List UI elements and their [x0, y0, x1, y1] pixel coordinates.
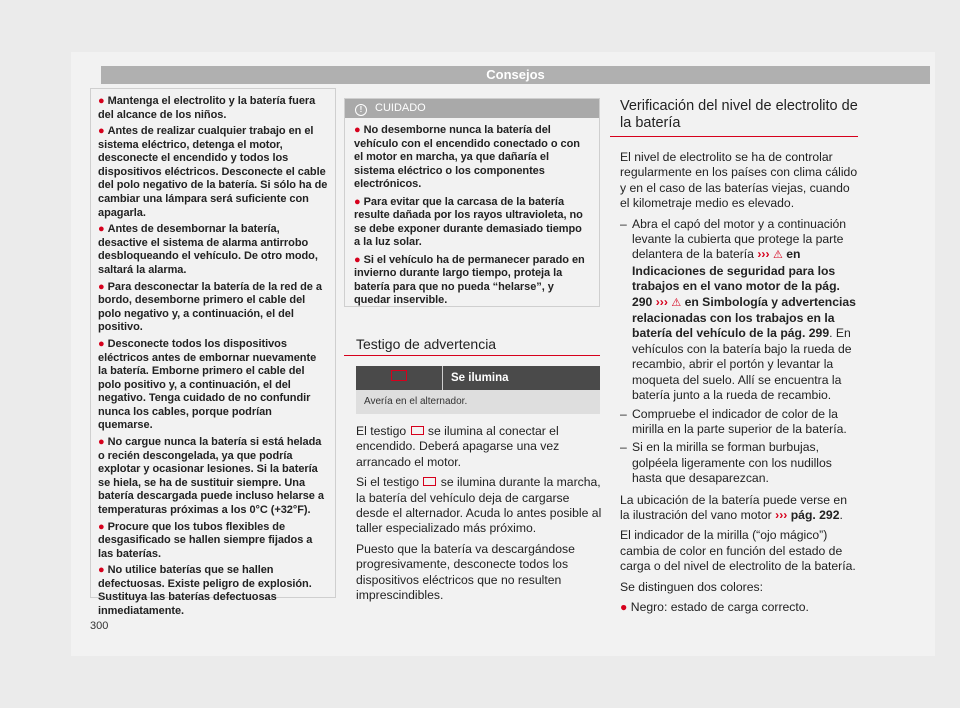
- list-item-text: Procure que los tubos flexibles de desgasificado se hallen siempre fijados a las baterías.: [98, 520, 313, 560]
- dash-marker: –: [620, 406, 627, 421]
- list-item: [354, 124, 589, 192]
- cross-reference-link[interactable]: pág. 292: [790, 507, 840, 522]
- list-item: [98, 95, 328, 122]
- text: El testigo: [356, 424, 407, 438]
- verificacion-text: [620, 150, 858, 620]
- bullet-dot-icon: ●: [98, 338, 105, 351]
- text: Si en la mirilla se forman burbujas, golpéela ligeramente con los nudillos hasta que desaparezcan.: [632, 440, 832, 486]
- list-item-text: Para evitar que la carcasa de la batería resulte dañada por los rayos ultravioleta, no se debe exponer durante demasiado tiempo a la luz solar.: [354, 195, 583, 249]
- info-icon: !: [355, 104, 367, 116]
- list-item: [354, 254, 589, 308]
- text: Compruebe el indicador de color de la mirilla en la parte superior de la batería.: [632, 406, 847, 436]
- verificacion-ubicacion: La ubicación de la batería puede verse en la ilustración del vano motor ››› pág. 292.: [620, 492, 847, 522]
- caution-header: [345, 99, 599, 118]
- verificacion-intro: El nivel de electrolito se ha de controlar regularmente en los países con clima cálido y en el caso de las baterías viejas, cuando el kilometraje medio es elevado.: [620, 150, 858, 211]
- testigo-paragraph-1: [356, 424, 602, 470]
- text: Negro: estado de carga correcto.: [630, 599, 809, 614]
- testigo-paragraph-2: [356, 475, 602, 537]
- list-item-text: No desemborne nunca la batería del vehículo con el encendido conectado o con el motor en marcha, ya que dañaría el sistema eléctrico o los componentes electrónicos.: [354, 124, 580, 191]
- list-item: [98, 521, 328, 562]
- list-item: [98, 436, 328, 517]
- dash-marker: –: [620, 440, 627, 455]
- caution-list: [345, 118, 599, 308]
- chevron-right-icon: ›››: [655, 294, 668, 309]
- warning-box: [90, 88, 336, 617]
- list-item: [98, 564, 328, 618]
- text: Si el testigo: [356, 475, 420, 490]
- testigo-title: Testigo de advertencia: [356, 336, 497, 352]
- bullet-dot-icon: ●: [98, 520, 105, 533]
- caution-box: [344, 98, 600, 307]
- table-header-label: Se ilumina: [451, 372, 509, 384]
- testigo-paragraph-3: Puesto que la batería va descargándose progresivamente, desconecte todos los dispositivos eléctricos que no resulten imprescindibles.: [356, 541, 575, 603]
- table-row: Avería en el alternador.: [356, 390, 600, 414]
- bullet-dot-icon: ●: [98, 280, 105, 293]
- bullet-dot-icon: ●: [98, 564, 105, 577]
- bullet-dot-icon: ●: [98, 95, 105, 107]
- list-item-text: Antes de desembornar la batería, desactive el sistema de alarma antirrobo desbloqueando el vehículo. De otro modo, saltará la alarma.: [98, 223, 318, 276]
- bullet-dot-icon: ●: [354, 124, 361, 136]
- testigo-table: [356, 366, 600, 414]
- bullet-dot-icon: ●: [354, 253, 361, 266]
- cross-reference-link[interactable]: en Indicaciones de seguridad para los trabajos en el vano motor de la pág. 290: [632, 247, 840, 309]
- table-header-icon-cell: [356, 366, 443, 390]
- bullet-dot-icon: ●: [98, 125, 105, 138]
- list-item: [98, 125, 328, 220]
- list-item: [98, 338, 328, 433]
- section-header-title: Consejos: [486, 67, 545, 82]
- testigo-text: [356, 424, 602, 608]
- chevron-right-icon: ›››: [775, 507, 788, 522]
- list-item: [98, 223, 328, 277]
- text: Abra el capó del motor y a continuación levante la cubierta que protege la parte delantera de la batería: [632, 216, 847, 262]
- list-item-text: Antes de realizar cualquier trabajo en el sistema eléctrico, detenga el motor, desconecte el encendido y todos los dispositivos eléctricos. Desconecte el cable del polo negativo de la batería. Si sólo ha de cambiar una lámpara será suficiente con apagarla.: [98, 125, 328, 219]
- dash-marker: –: [620, 216, 627, 231]
- bullet-dot-icon: ●: [98, 223, 105, 236]
- list-item: [620, 600, 858, 615]
- list-item: – Abra el capó del motor y a continuación levante la cubierta que protege la parte delantera de la batería ››› ⚠ en Indicaciones de seguridad para los trabajos en el vano motor de la pág. 290 ››› ⚠ en Simbología y advertencias relacionadas con los trabajos en la batería del vehículo de la pág. 299. En vehículos con la batería bajo la rueda de recambio, abrir el portón y levantar la moqueta del suelo. Allí se encuentra la batería junto a la rueda de recambio.: [620, 216, 856, 403]
- list-item: [620, 440, 858, 486]
- text: se ilumina durante la marcha, la batería del vehículo deja de cargarse desde el alternador. Acuda lo antes posible al taller especializado más próximo.: [356, 475, 602, 536]
- text: La ubicación de la batería puede verse en la ilustración del vano motor: [620, 492, 847, 522]
- chevron-right-icon: ›››: [757, 247, 770, 262]
- list-item-text: No cargue nunca la batería si está helada o recién descongelada, ya que podría explotar y ocasionar lesiones. Si la batería se hiela, se ha de sustituir siempre. Una batería descargada puede incluso helarse a temperaturas próximas a los 0°C (+32°F).: [98, 436, 324, 516]
- page-number: 300: [90, 620, 109, 632]
- cross-reference-link[interactable]: en Simbología y advertencias relacionadas con los trabajos en la batería del vehículo de la pág. 299: [632, 294, 856, 341]
- verificacion-rule: [610, 136, 858, 137]
- battery-warning-icon: [411, 426, 424, 435]
- text: En vehículos con la batería bajo la rueda de recambio, abrir el portón y levantar la moqueta del suelo. Allí se encuentra la batería junto a la rueda de recambio.: [632, 326, 852, 403]
- verificacion-mirilla: El indicador de la mirilla (“ojo mágico”) cambia de color en función del estado de carga o del nivel de electrolito de la batería.: [620, 528, 856, 574]
- warning-list: [98, 95, 328, 619]
- list-item-text: Mantenga el electrolito y la batería fuera del alcance de los niños.: [98, 95, 316, 121]
- list-item-text: Para desconectar la batería de la red de a bordo, desemborne primero el cable del polo negativo y, a continuación, el del positivo.: [98, 280, 322, 334]
- list-item: [98, 281, 328, 335]
- verificacion-title: Verificación del nivel de electrolito de la batería: [620, 98, 858, 131]
- list-item: [620, 407, 858, 438]
- testigo-rule: [344, 355, 600, 356]
- warning-triangle-icon: ⚠: [772, 249, 783, 262]
- caution-title: CUIDADO: [375, 102, 426, 114]
- warning-triangle-icon: ⚠: [671, 296, 682, 309]
- battery-warning-icon: [391, 370, 407, 381]
- table-header: [356, 366, 600, 390]
- list-item-text: No utilice baterías que se hallen defectuosas. Existe peligro de explosión. Sustituya las baterías defectuosas inmediatamente.: [98, 564, 312, 617]
- text: se ilumina al conectar el encendido. Deberá apagarse una vez arrancado el motor.: [356, 424, 560, 469]
- bullet-dot-icon: ●: [620, 599, 628, 614]
- section-header-band: [101, 66, 930, 84]
- verificacion-colores: Se distinguen dos colores:: [620, 579, 763, 594]
- bullet-dot-icon: ●: [98, 436, 105, 449]
- battery-warning-icon: [423, 477, 436, 486]
- list-item-text: Si el vehículo ha de permanecer parado en invierno durante largo tiempo, proteja la batería para que no pueda “helarse”, y quedar inservible.: [354, 253, 585, 307]
- list-item: [354, 196, 589, 250]
- list-item-text: Desconecte todos los dispositivos eléctricos antes de embornar nuevamente la batería. Emborne primero el cable del polo positivo y, a continuación, el del negativo. Tenga cuidado de no confundir nunca los cables, porque podrían quemarse.: [98, 338, 317, 432]
- bullet-dot-icon: ●: [354, 195, 361, 208]
